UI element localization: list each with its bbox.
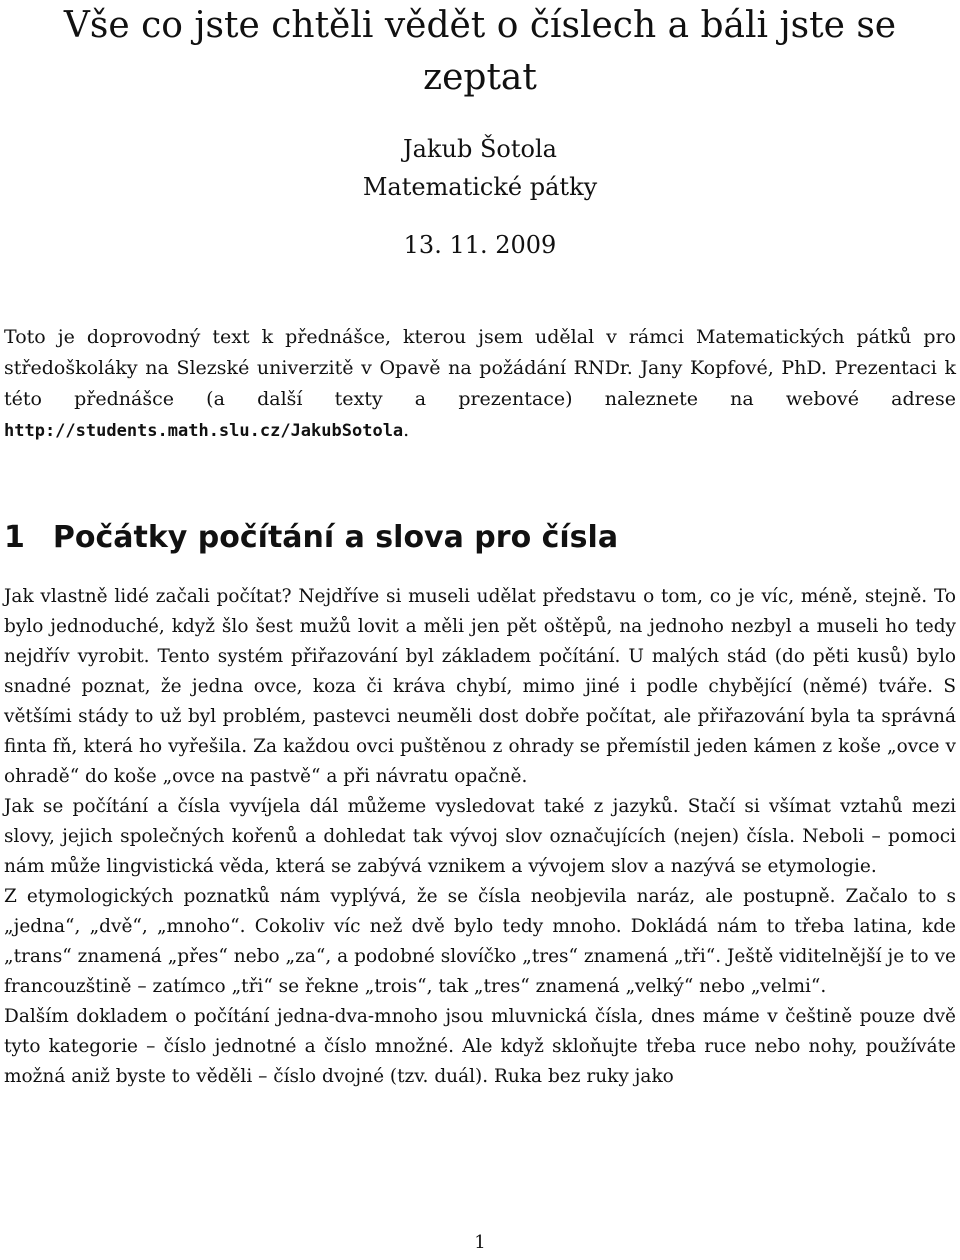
page-number: 1 xyxy=(474,1232,486,1253)
section-number: 1 xyxy=(4,520,25,555)
section-heading xyxy=(4,516,956,560)
paragraph: Dalším dokladem o počítání jedna-dva-mnoho jsou mluvnická čísla, dnes máme v češtině pouze dvě tyto kategorie – číslo jednotné a číslo množné. Ale když skloňujte třeba ruce nebo nohy, používáte možná aniž byste to věděli – číslo dvojné (tzv. duál). Ruka bez ruky jako xyxy=(4,1006,956,1087)
paragraph: Z etymologických poznatků nám vyplývá, že se čísla neobjevila naráz, ale postupně. Začalo to s „jedna“, „dvě“, „mnoho“. Cokoliv víc než dvě bylo tedy mnoho. Dokládá nám to třeba latina, kde „trans“ znamená „přes“ nebo „za“, a podobné slovíčko „tres“ znamená „tři“. Ještě viditelnější je to ve francouzštině – zatímco „tři“ se řekne „trois“, tak „tres“ znamená „velký“ nebo „velmi“. xyxy=(4,886,956,997)
website-link[interactable]: http://students.math.slu.cz/JakubSotola xyxy=(4,421,404,441)
abstract xyxy=(4,322,956,447)
document-date: 13. 11. 2009 xyxy=(403,231,557,259)
section-title: Počátky počítání a slova pro čísla xyxy=(52,520,619,555)
section-body xyxy=(4,582,956,1092)
document-title: Vše co jste chtěli vědět o číslech a báli jste se zeptat xyxy=(63,5,897,98)
paragraph: Jak se počítání a čísla vyvíjela dál můžeme vysledovat také z jazyků. Stačí si všímat vztahů mezi slovy, jejich společných kořenů a dohledat tak vývoj slov označujících (nejen) čísla. Neboli – pomoci nám může lingvistická věda, která se zabývá vznikem a vývojem slov a nazývá se etymologie. xyxy=(4,796,956,877)
abstract-text: Toto je doprovodný text k přednášce, kterou jsem udělal v rámci Matematických pátků pro středoškoláky na Slezské univerzitě v Opavě na požádání RNDr. Jany Kopfové, PhD. Prezentaci k této přednášce (a další texty a prezentace) naleznete na webové adrese xyxy=(4,326,956,410)
paragraph: Jak vlastně lidé začali počítat? Nejdříve si museli udělat představu o tom, co je víc, méně, stejně. To bylo jednoduché, když šlo šest mužů lovit a měli jen pět oštěpů, na jednoho nezbyl a museli ho tedy nejdřív vyrobit. Tento systém přiřazování byl základem počítání. U malých stád (do pěti kusů) bylo snadné poznat, že jedna ovce, koza či kráva chybí, mimo jiné i podle chybějící (němé) tváře. S většími stády to už byl problém, pastevci neuměli dost dobře počítat, ale přiřazování byla ta správná finta fň, která ho vyřešila. Za každou ovci puštěnou z ohrady se přemístil jeden kámen z koše „ovce v ohradě“ do koše „ovce na pastvě“ a při návratu opačně. xyxy=(4,586,956,787)
event-name: Matematické pátky xyxy=(362,173,598,201)
author-name: Jakub Šotola xyxy=(403,135,557,163)
abstract-end: . xyxy=(403,419,410,441)
